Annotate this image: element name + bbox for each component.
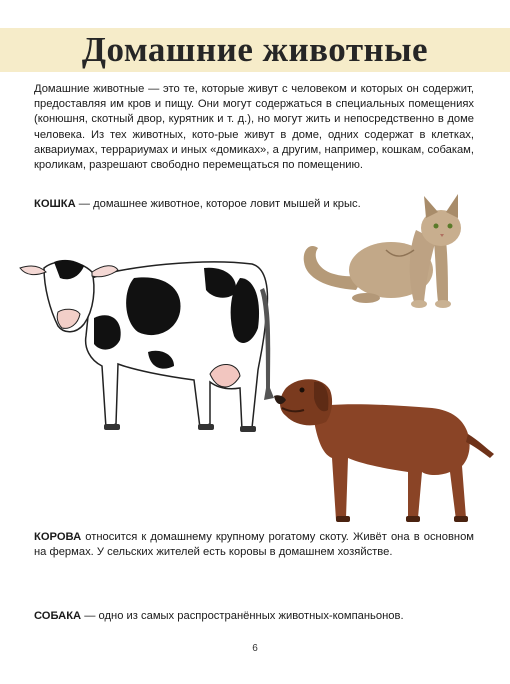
dog-term: СОБАКА [34, 610, 82, 622]
dog-paragraph [34, 609, 474, 624]
cat-term: КОШКА [34, 198, 76, 210]
page-number: 6 [252, 643, 258, 654]
intro-paragraph: Домашние животные — это те, которые живут с человеком и которых он содержит, предоставляя им кров и пищу. Они могут содержаться в специальных помещениях (конюшня, скотный двор, курятник и т. д.), но могут жить и непосредственно в доме человека. Из тех животных, кото-рые живут в доме, одних содержат в клетках, аквариумах, террариумах и иных «домиках», а другим, например, кошкам, собакам, кроликам, разрешают свободно перемещаться по помещению. [34, 83, 474, 172]
page-title: Домашние животные [81, 30, 429, 69]
cow-paragraph [34, 530, 474, 560]
dog-description: — одно из самых распространённых животных-компаньонов. [81, 610, 404, 622]
cow-illustration [14, 248, 276, 444]
dog-illustration [272, 368, 498, 528]
cow-description: относится к домашнему крупному рогатому скоту. Живёт она в основном на фермах. У сельских жителей есть коровы в домашнем хозяйстве. [34, 531, 474, 559]
cat-description: — домашнее животное, которое ловит мышей и крыс. [75, 198, 361, 210]
cat-illustration [296, 190, 476, 318]
cow-term: КОРОВА [34, 531, 82, 543]
